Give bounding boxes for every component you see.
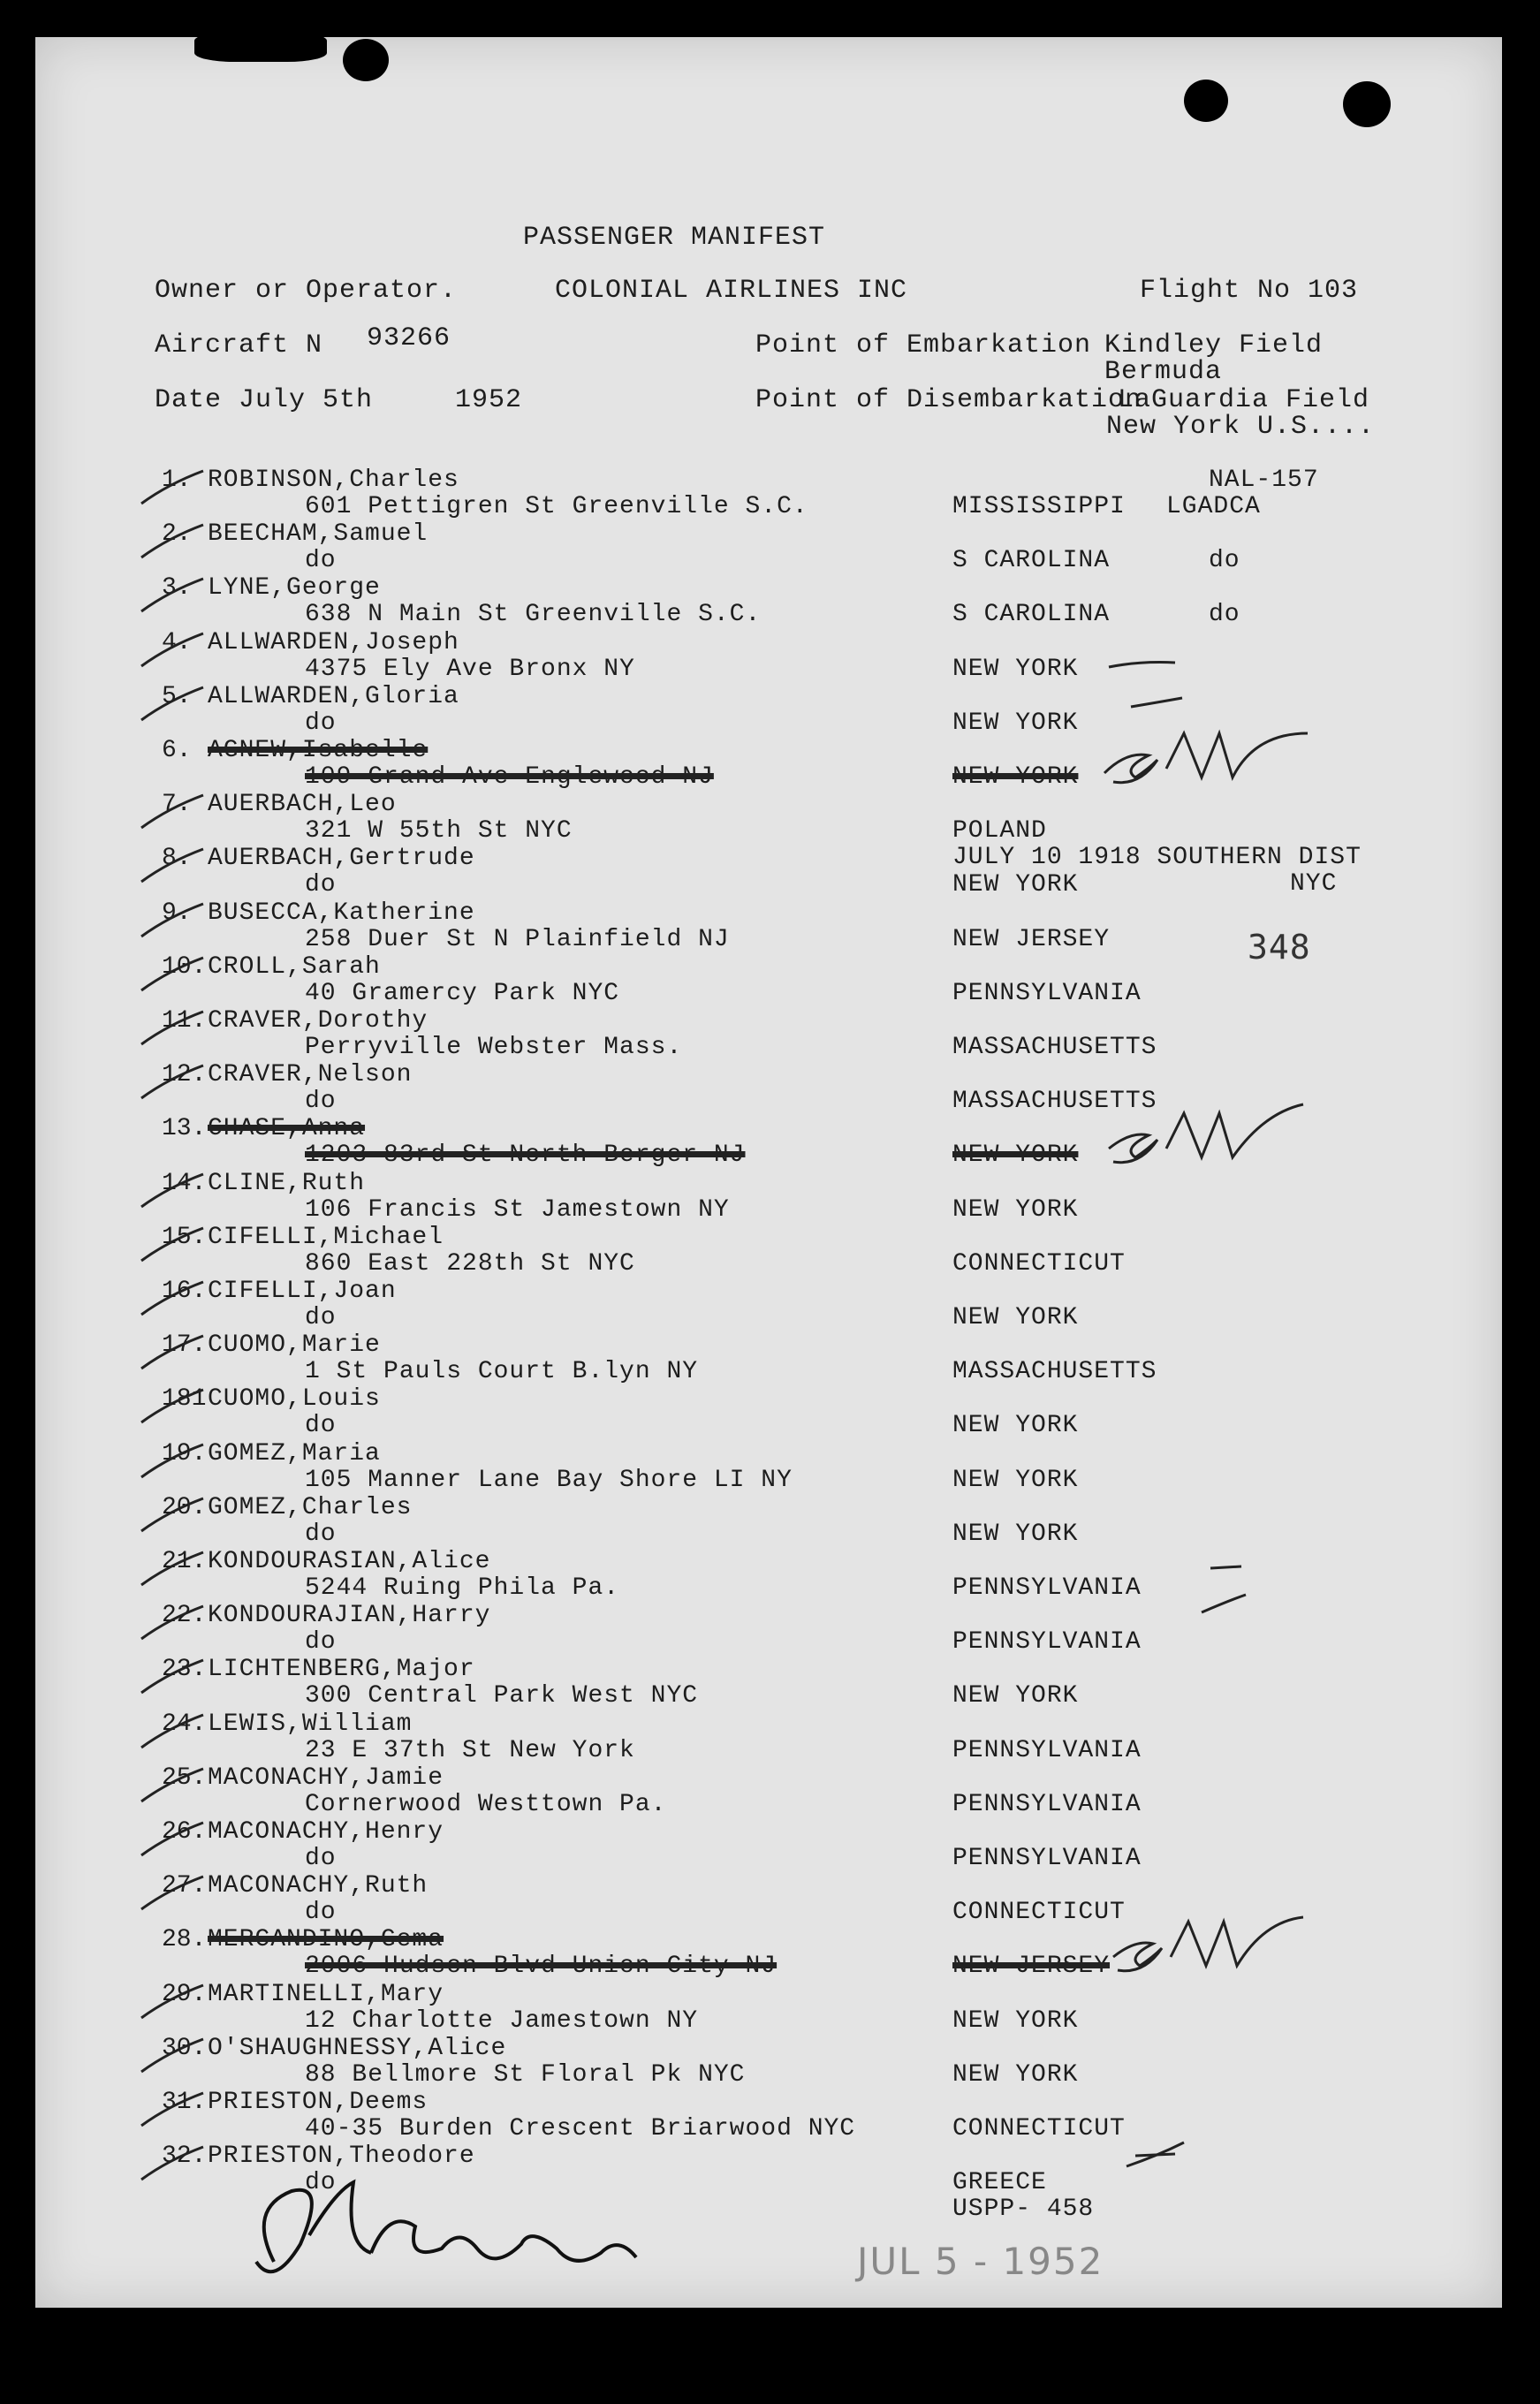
passenger-name: CUOMO,Marie: [208, 1331, 381, 1359]
passenger-address: 601 Pettigren St Greenville S.C.: [305, 493, 808, 520]
passenger-address: 106 Francis St Jamestown NY: [305, 1196, 730, 1224]
passenger-state: NEW YORK: [952, 763, 1079, 791]
passenger-address: do: [305, 1899, 337, 1926]
passenger-note: do: [1209, 547, 1240, 574]
passenger-address: do: [305, 547, 337, 574]
passenger-number: 19.: [162, 1440, 207, 1467]
corner-smudge: [194, 32, 327, 62]
passenger-name: GOMEZ,Charles: [208, 1494, 413, 1521]
passenger-name: AUERBACH,Gertrude: [208, 845, 475, 872]
passenger-address: 105 Manner Lane Bay Shore LI NY: [305, 1467, 793, 1494]
passenger-state: NEW YORK: [952, 2007, 1079, 2035]
passenger-name: MACONACHY,Henry: [208, 1818, 444, 1846]
passenger-number: 28.: [162, 1926, 207, 1953]
passenger-address: do: [305, 1845, 337, 1872]
passenger-state: NEW YORK: [952, 1682, 1079, 1710]
passenger-number: 2.: [162, 520, 192, 548]
passenger-number: 21.: [162, 1548, 207, 1575]
passenger-state: MASSACHUSETTS: [952, 1034, 1157, 1061]
passenger-state: PENNSYLVANIA: [952, 1737, 1142, 1764]
passenger-address: do: [305, 1521, 337, 1548]
passenger-name: LEWIS,William: [208, 1710, 413, 1738]
passenger-address: do: [305, 1304, 337, 1331]
passenger-address: do: [305, 1412, 337, 1439]
passenger-state: NEW YORK: [952, 1467, 1079, 1494]
passenger-number: 15.: [162, 1224, 207, 1251]
passenger-address: 4375 Ely Ave Bronx NY: [305, 656, 635, 683]
passenger-name: CRAVER,Dorothy: [208, 1007, 429, 1035]
passenger-number: 14.: [162, 1170, 207, 1197]
date-year: 1952: [455, 385, 523, 415]
passenger-number: 8.: [162, 845, 192, 872]
passenger-number: 7.: [162, 791, 192, 818]
passenger-address: do: [305, 709, 337, 737]
passenger-state: PENNSYLVANIA: [952, 1791, 1142, 1818]
passenger-state: NEW YORK: [952, 709, 1079, 737]
disembark-value-2: New York U.S....: [1106, 412, 1376, 442]
passenger-state: NEW YORK: [952, 656, 1079, 683]
passenger-number: 22.: [162, 1602, 207, 1629]
passenger-number: 3.: [162, 574, 192, 602]
passenger-address: 258 Duer St N Plainfield NJ: [305, 926, 730, 953]
owner-value: COLONIAL AIRLINES INC: [555, 276, 908, 306]
passenger-address: 1 St Pauls Court B.lyn NY: [305, 1358, 699, 1385]
passenger-address: 12 Charlotte Jamestown NY: [305, 2007, 699, 2035]
passenger-state: NEW YORK: [952, 1141, 1079, 1169]
passenger-address: do: [305, 1088, 337, 1115]
punch-hole-left: [343, 39, 389, 81]
passenger-state: NEW YORK: [952, 1196, 1079, 1224]
passenger-name: CRAVER,Nelson: [208, 1061, 413, 1088]
passenger-number: 29.: [162, 1981, 207, 2008]
passenger-address: do: [305, 871, 337, 899]
passenger-number: 12.: [162, 1061, 207, 1088]
passenger-name: CIFELLI,Michael: [208, 1224, 444, 1251]
passenger-address: 109 Grand Ave Englewood NJ: [305, 763, 714, 791]
passenger-name: LICHTENBERG,Major: [208, 1656, 475, 1683]
passenger-number: 20.: [162, 1494, 207, 1521]
passenger-state: MASSACHUSETTS: [952, 1358, 1157, 1385]
date-label: Date July 5th: [155, 385, 374, 415]
passenger-state: NEW YORK: [952, 1521, 1079, 1548]
passenger-state: NEW YORK: [952, 1304, 1079, 1331]
passenger-address: 40-35 Burden Crescent Briarwood NYC: [305, 2115, 856, 2142]
passenger-name: CLINE,Ruth: [208, 1170, 366, 1197]
passenger-state: NEW YORK: [952, 871, 1079, 899]
passenger-state: MASSACHUSETTS: [952, 1088, 1157, 1115]
page-number: 348: [1248, 928, 1311, 967]
passenger-number: 181: [162, 1385, 207, 1413]
passenger-name: CUOMO,Louis: [208, 1385, 381, 1413]
passenger-name: MARTINELLI,Mary: [208, 1981, 444, 2008]
passenger-state: GREECE: [952, 2169, 1047, 2196]
passenger-name: CIFELLI,Joan: [208, 1278, 397, 1305]
passenger-address: 5244 Ruing Phila Pa.: [305, 1574, 620, 1602]
passenger-name: KONDOURASIAN,Alice: [208, 1548, 491, 1575]
passenger-number: 17.: [162, 1331, 207, 1359]
passenger-name: PRIESTON,Theodore: [208, 2142, 475, 2170]
passenger-name: CHASE,Anna: [208, 1115, 366, 1142]
passenger-number: 23.: [162, 1656, 207, 1683]
disembark-label: Point of Disembarkation: [755, 385, 1142, 415]
passenger-number: 11.: [162, 1007, 207, 1035]
passenger-address: do: [305, 2169, 337, 2196]
passenger-address: Perryville Webster Mass.: [305, 1034, 683, 1061]
passenger-name: MERCANDINO,Gema: [208, 1926, 444, 1953]
passenger-name: ALLWARDEN,Joseph: [208, 629, 459, 656]
date-stamp: JUL 5 - 1952: [857, 2240, 1104, 2283]
punch-hole-right-2: [1343, 81, 1391, 127]
passenger-address: 2006 Hudson Blvd Union City NJ: [305, 1953, 778, 1980]
passenger-name: BEECHAM,Samuel: [208, 520, 429, 548]
passenger-address: 88 Bellmore St Floral Pk NYC: [305, 2061, 746, 2089]
passenger-number: 10.: [162, 953, 207, 981]
passenger-state: PENNSYLVANIA: [952, 1628, 1142, 1656]
passenger-note: NAL-157: [1209, 466, 1319, 494]
passenger-number: 24.: [162, 1710, 207, 1738]
embark-label: Point of Embarkation: [755, 330, 1092, 360]
embark-value: Kindley Field: [1104, 330, 1324, 360]
passenger-name: CROLL,Sarah: [208, 953, 381, 981]
page-title: PASSENGER MANIFEST: [523, 223, 826, 253]
passenger-address: 321 W 55th St NYC: [305, 817, 573, 845]
passenger-number: 1.: [162, 466, 192, 494]
passenger-state-3: NYC: [1290, 870, 1338, 898]
aircraft-label: Aircraft N: [155, 330, 323, 360]
passenger-state: PENNSYLVANIA: [952, 1574, 1142, 1602]
passenger-name: ALLWARDEN,Gloria: [208, 683, 459, 710]
passenger-name: GOMEZ,Maria: [208, 1440, 381, 1467]
passenger-name: PRIESTON,Deems: [208, 2089, 429, 2116]
passenger-state: PENNSYLVANIA: [952, 1845, 1142, 1872]
passenger-state: NEW YORK: [952, 2061, 1079, 2089]
embark-value-2: Bermuda: [1104, 357, 1223, 387]
passenger-state: CONNECTICUT: [952, 2115, 1126, 2142]
passenger-number: 31.: [162, 2089, 207, 2116]
passenger-state-2: USPP- 458: [952, 2195, 1095, 2223]
flight-number: Flight No 103: [1140, 276, 1359, 306]
passenger-name: LYNE,George: [208, 574, 381, 602]
aircraft-value: 93266: [367, 323, 451, 353]
passenger-number: 13.: [162, 1115, 207, 1142]
passenger-address: do: [305, 1628, 337, 1656]
passenger-address: Cornerwood Westtown Pa.: [305, 1791, 667, 1818]
passenger-name: MACONACHY,Jamie: [208, 1764, 444, 1792]
passenger-state: PENNSYLVANIA: [952, 980, 1142, 1007]
passenger-name: ROBINSON,Charles: [208, 466, 459, 494]
passenger-number: 26.: [162, 1818, 207, 1846]
passenger-state: NEW YORK: [952, 1412, 1079, 1439]
passenger-state: NEW JERSEY: [952, 926, 1111, 953]
disembark-value: LaGuardia Field: [1118, 385, 1370, 415]
passenger-state: S CAROLINA: [952, 601, 1111, 628]
passenger-state: CONNECTICUT: [952, 1899, 1126, 1926]
passenger-name: BUSECCA,Katherine: [208, 899, 475, 927]
passenger-state: CONNECTICUT: [952, 1250, 1126, 1278]
passenger-number: 30.: [162, 2035, 207, 2062]
passenger-state: S CAROLINA: [952, 547, 1111, 574]
passenger-state: MISSISSIPPI: [952, 493, 1126, 520]
passenger-name: AUERBACH,Leo: [208, 791, 397, 818]
passenger-note-2: LGADCA: [1166, 493, 1261, 520]
passenger-number: 6.: [162, 737, 192, 764]
passenger-name: KONDOURAJIAN,Harry: [208, 1602, 491, 1629]
passenger-address: 860 East 228th St NYC: [305, 1250, 635, 1278]
passenger-note: do: [1209, 601, 1240, 628]
passenger-name: O'SHAUGHNESSY,Alice: [208, 2035, 507, 2062]
passenger-number: 27.: [162, 1872, 207, 1900]
passenger-address: 23 E 37th St New York: [305, 1737, 635, 1764]
passenger-number: 5.: [162, 683, 192, 710]
passenger-name: AGNEW,Isabelle: [208, 737, 429, 764]
passenger-number: 4.: [162, 629, 192, 656]
passenger-address: 40 Gramercy Park NYC: [305, 980, 620, 1007]
passenger-address: 638 N Main St Greenville S.C.: [305, 601, 762, 628]
punch-hole-right-1: [1184, 80, 1228, 122]
passenger-address: 300 Central Park West NYC: [305, 1682, 699, 1710]
passenger-number: 25.: [162, 1764, 207, 1792]
passenger-state-2: JULY 10 1918 SOUTHERN DIST: [952, 844, 1362, 871]
owner-label: Owner or Operator.: [155, 276, 458, 306]
passenger-number: 32.: [162, 2142, 207, 2170]
passenger-number: 16.: [162, 1278, 207, 1305]
passenger-address: 1203 83rd St North Berger NJ: [305, 1141, 746, 1169]
passenger-number: 9.: [162, 899, 192, 927]
passenger-state: NEW JERSEY: [952, 1953, 1111, 1980]
passenger-name: MACONACHY,Ruth: [208, 1872, 429, 1900]
passenger-state: POLAND: [952, 817, 1047, 845]
